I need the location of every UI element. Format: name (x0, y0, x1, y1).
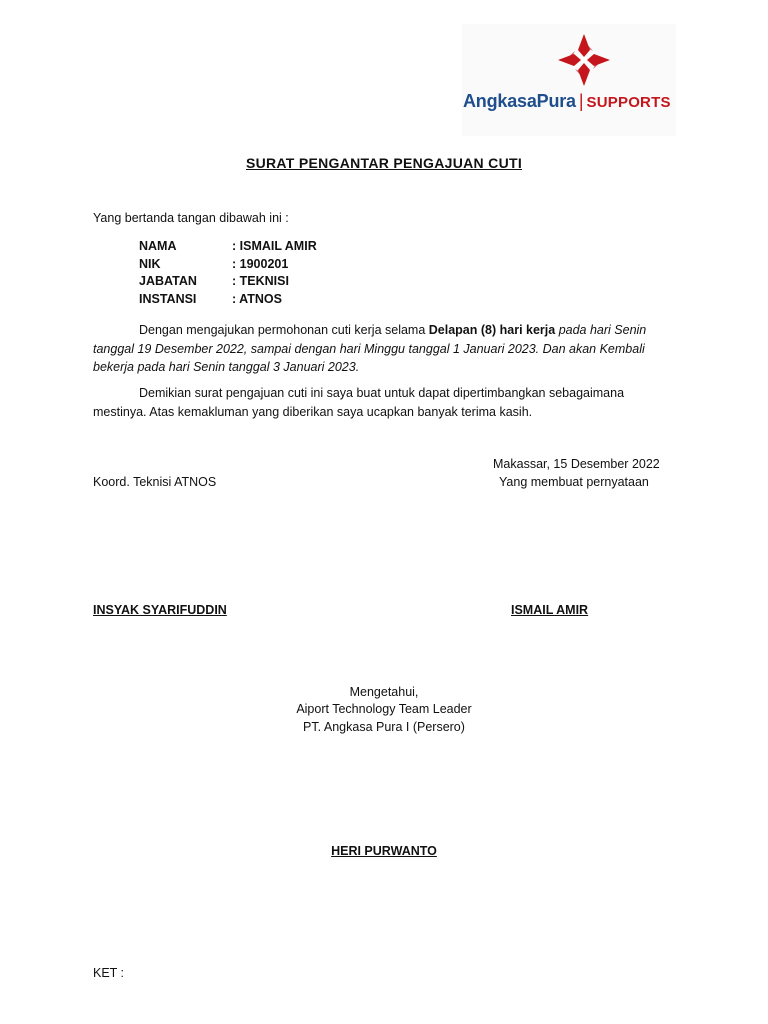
paragraph1-duration: Delapan (8) hari kerja (428, 323, 556, 337)
document-title: SURAT PENGANTAR PENGAJUAN CUTI (245, 155, 523, 171)
paragraph1-dates: pada hari Senin tanggal 19 Desember 2022, sampai dengan hari Minggu tanggal 1 Januari 2023. Dan akan Kembali bekerja pada hari Senin tanggal 3 Januari 2023. (93, 323, 647, 374)
acknowledge-line2: Aiport Technology Team Leader (296, 702, 472, 716)
angkasa-pura-logo-icon (554, 30, 614, 90)
intro-text: Yang bertanda tangan dibawah ini : (93, 211, 289, 225)
acknowledge-signer-name: HERI PURWANTO (331, 844, 437, 858)
leave-request-paragraph (93, 321, 673, 377)
left-signer-role: Koord. Teknisi ATNOS (93, 475, 217, 489)
brand-name: AngkasaPura (463, 91, 576, 111)
brand-sub: SUPPORTS (586, 94, 671, 111)
right-signer-role: Yang membuat pernyataan (499, 475, 649, 489)
right-signer-name: ISMAIL AMIR (511, 603, 589, 617)
field-label-instansi: INSTANSI (139, 292, 197, 306)
ket-label: KET : (93, 966, 125, 980)
field-label-jabatan: JABATAN (139, 274, 197, 288)
field-value-jabatan: : TEKNISI (232, 274, 289, 288)
acknowledge-line3: PT. Angkasa Pura I (Persero) (303, 720, 465, 734)
left-signer-name: INSYAK SYARIFUDDIN (93, 603, 227, 617)
field-value-nama: : ISMAIL AMIR (232, 239, 317, 253)
brand-wordmark (463, 89, 671, 115)
acknowledge-signer (0, 844, 768, 858)
place-date: Makassar, 15 Desember 2022 (493, 457, 660, 471)
paragraph1-text: Dengan mengajukan permohonan cuti kerja selama (139, 323, 429, 337)
brand-divider: | (578, 91, 584, 111)
acknowledge-line1: Mengetahui, (349, 685, 419, 699)
field-value-instansi: : ATNOS (232, 292, 282, 306)
field-label-nik: NIK (139, 257, 161, 271)
paragraph2-text: Demikian surat pengajuan cuti ini saya buat untuk dapat dipertimbangkan sebagaimana mestinya. Atas kemakluman yang diberikan saya ucapkan banyak terima kasih. (93, 386, 625, 419)
closing-paragraph (93, 384, 673, 421)
field-label-nama: NAMA (139, 239, 177, 253)
field-value-nik: : 1900201 (232, 257, 289, 271)
